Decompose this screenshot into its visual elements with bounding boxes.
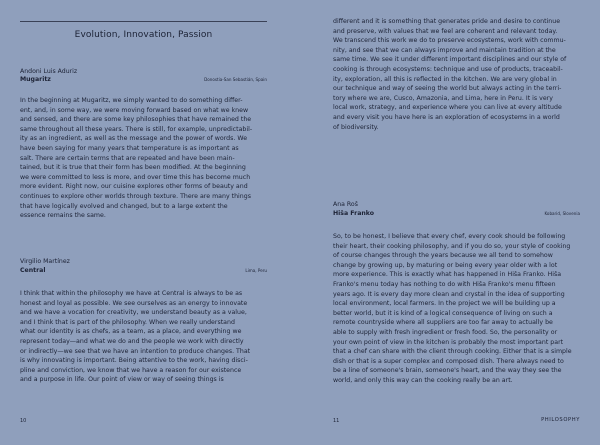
text-line: of biodiversity. xyxy=(333,123,379,131)
right-page xyxy=(300,0,600,445)
text-line: cooking is through ecosystems: technique and use of products, traceabil- xyxy=(333,65,563,73)
text-line: ent, and, in some way, we were moving forward based on what we knew xyxy=(20,106,249,114)
text-line: your own point of view in the kitchen is probably the most important part xyxy=(333,338,564,346)
text-line: remote countryside where all suppliers are too far away to actually be xyxy=(333,319,553,327)
text-line: local environment, local farmers. In the project we will be building up a xyxy=(333,300,556,308)
chef-name: Virgilio Martínez xyxy=(20,258,70,265)
text-line: able to supply with fresh ingredient or fresh food. So, the personality or xyxy=(333,328,558,336)
text-line: more experience. This is exactly what has happened in Hiša Franko. Hiša xyxy=(333,271,562,279)
text-line: essence remains the same. xyxy=(20,212,106,220)
text-line: and preserve, with values that we feel are coherent and relevant today. xyxy=(333,27,558,35)
text-line: their heart, their cooking philosophy, and if you do so, your style of cooking xyxy=(333,242,571,250)
restaurant-name: Hiša Franko xyxy=(333,210,374,217)
text-line: same throughout all these years. There is still, for example, unpredictabil- xyxy=(20,125,253,133)
text-line: pline and conviction, we know that we have a reason for our existence xyxy=(20,366,242,374)
text-line: is why innovating is important. Being attentive to the work, having disci- xyxy=(20,357,248,365)
text-line: we were committed to less is more, and over time this has become much xyxy=(20,173,251,181)
text-line: more evident. Right now, our cuisine explores other forms of beauty and xyxy=(20,183,248,191)
text-line: years ago. It is every day more clean and crystal in the idea of supporting xyxy=(333,290,565,298)
text-line: represent today—and what we do and the people we work with directly xyxy=(20,337,244,345)
restaurant-location: Donostia-San Sebastián, Spain xyxy=(204,77,267,82)
restaurant-location: Lima, Peru xyxy=(245,268,267,273)
restaurant-name: Central xyxy=(20,267,46,274)
text-line: and we have a vocation for creativity, we understand beauty as a value, xyxy=(20,309,247,317)
text-line: ity as an ingredient, as well as the message and the power of words. We xyxy=(20,135,248,143)
entry-text xyxy=(333,232,580,386)
page-number: 10 xyxy=(20,418,27,424)
entry-text xyxy=(20,96,267,221)
text-line: local work, strategy, and experience where you can live at every altitude xyxy=(333,104,562,112)
text-line: In the beginning at Mugaritz, we simply wanted to do something differ- xyxy=(20,97,243,104)
text-line: be a line of someone's brain, someone's heart, and the way they see the xyxy=(333,367,562,375)
title-rule xyxy=(20,21,267,22)
text-line: world, and only this way can the cooking really be an art. xyxy=(333,376,513,384)
text-line: I think that within the philosophy we have at Central is always to be as xyxy=(20,290,243,297)
entry-text xyxy=(20,289,267,385)
text-line: So, to be honest, I believe that every chef, every cook should be following xyxy=(333,233,566,240)
chef-name: Andoni Luis Aduriz xyxy=(20,68,78,75)
text-line: same time. We see it under different important disciplines and our style of xyxy=(333,56,567,64)
text-line: different and it is something that generates pride and desire to continue xyxy=(333,18,561,25)
text-line: tory where we are, Cusco, Amazonia, and Lima, here in Peru. It is very xyxy=(333,94,553,102)
text-line: have been saying for many years that temperature is as important as xyxy=(20,144,239,152)
text-line: and I think that is part of the philosophy. When we really understand xyxy=(20,318,235,326)
text-line: honest and loyal as possible. We see ourselves as an energy to innovate xyxy=(20,299,248,307)
text-line: what our identity is as chefs, as a team, as a place, and everything we xyxy=(20,328,242,336)
text-line: or indirectly—we see that we have an intention to produce changes. That xyxy=(20,347,251,355)
page-number: 11 xyxy=(333,418,340,424)
text-line: salt. There are certain terms that are repeated and have been main- xyxy=(20,154,235,162)
text-line: that have logically evolved and changed, but to a large extent the xyxy=(20,202,228,210)
text-line: dish or that is a super complex and composed dish. There always need to xyxy=(333,357,564,365)
text-line: We transcend this work we do to preserve ecosystems, work with commu- xyxy=(333,37,566,45)
restaurant-location: Kobarid, Slovenia xyxy=(544,211,580,216)
text-line: and a purpose in life. Our point of view or way of seeing things is xyxy=(20,376,224,384)
section-label: PHILOSOPHY xyxy=(541,417,580,423)
text-line: better world, but it is kind of a logical consequence of living on such a xyxy=(333,309,553,317)
text-line: of course changes through the years because we all tend to somehow xyxy=(333,252,553,260)
text-line: continues to explore other worlds through texture. There are many things xyxy=(20,192,251,200)
restaurant-name: Mugaritz xyxy=(20,76,51,83)
text-line: change by growing up, by maturing or being every year older with a lot xyxy=(333,261,558,269)
continuation-text xyxy=(333,17,580,132)
text-line: Franko's menu today has nothing to do with Hiša Franko's menu fifteen xyxy=(333,280,556,288)
text-line: and every visit you have here is an exploration of ecosystems in a world xyxy=(333,113,560,121)
text-line: nity, and see that we can always improve and maintain tradition at the xyxy=(333,46,556,54)
text-line: ity, exploration, all this is reflected in the kitchen. We are very global in xyxy=(333,75,557,83)
text-line: and sensed, and there are some key philosophies that have remained the xyxy=(20,116,252,124)
text-line: tained, but it is true that their form has been modified. At the beginning xyxy=(20,164,246,172)
text-line: our technique and way of seeing the world but always acting in the terri- xyxy=(333,85,562,93)
chef-name: Ana Roš xyxy=(333,201,358,208)
text-line: that a chef can share with the client through cooking. Either that is a simple xyxy=(333,348,572,356)
section-title: Evolution, Innovation, Passion xyxy=(74,30,213,40)
